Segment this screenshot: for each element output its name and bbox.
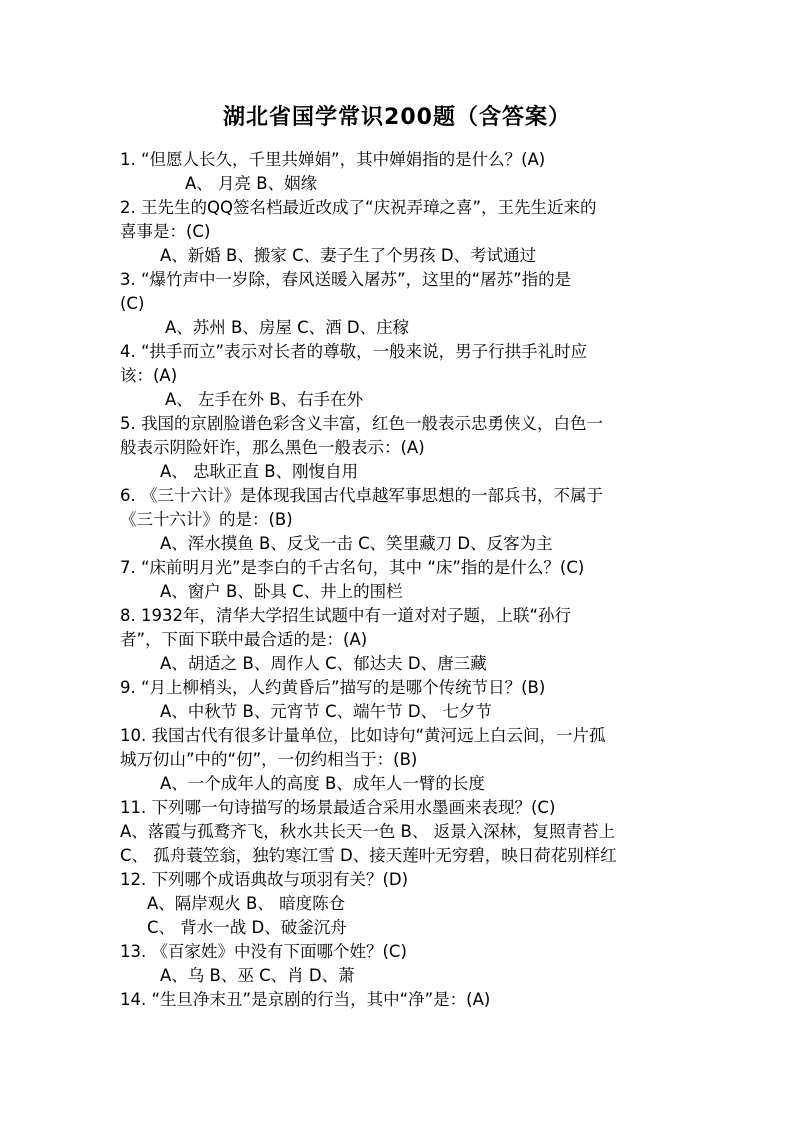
text-line: A、浑水摸鱼 B、反戈一击 C、笑里藏刀 D、反客为主 (160, 534, 553, 553)
text-line: A、落霞与孤鹜齐飞，秋水共长天一色 B、 返景入深林，复照青苔上 (120, 822, 616, 841)
text-line: C、 背水一战 D、破釜沉舟 (147, 918, 347, 937)
text-line: 喜事是：(C) (120, 222, 211, 241)
text-line: A、 月亮 B、姻缘 (185, 174, 318, 193)
text-line: 1. “但愿人长久，千里共婵娟”，其中婵娟指的是什么？(A) (120, 150, 546, 169)
text-line: 般表示阴险奸诈，那么黑色一般表示：(A) (120, 438, 425, 457)
text-line: A、乌 B、巫 C、肖 D、萧 (160, 966, 355, 985)
text-line: 5. 我国的京剧脸谱色彩含义丰富，红色一般表示忠勇侠义，白色一 (120, 414, 603, 433)
text-line: A、 忠耿正直 B、刚愎自用 (160, 462, 359, 481)
text-line: 13. 《百家姓》中没有下面哪个姓？(C) (120, 942, 407, 961)
text-line: A、苏州 B、房屋 C、酒 D、庄稼 (165, 318, 410, 337)
text-line: C、 孤舟蓑笠翁，独钓寒江雪 D、接天莲叶无穷碧，映日荷花别样红 (120, 846, 617, 865)
text-line: A、新婚 B、搬家 C、妻子生了个男孩 D、考试通过 (160, 246, 537, 265)
text-line: A、隔岸观火 B、 暗度陈仓 (147, 894, 346, 913)
text-line: 14. “生旦净末丑”是京剧的行当，其中“净”是：(A) (120, 990, 491, 1009)
text-line: 7. “床前明月光”是李白的千古名句，其中 “床”指的是什么？(C) (120, 558, 585, 577)
text-line: 10. 我国古代有很多计量单位，比如诗句“黄河远上白云间，一片孤 (120, 726, 606, 745)
text-line: (C) (120, 294, 145, 313)
text-line: 4. “拱手而立”表示对长者的尊敬，一般来说，男子行拱手礼时应 (120, 342, 588, 361)
text-line: 12. 下列哪个成语典故与项羽有关？(D) (120, 870, 409, 889)
text-line: A、一个成年人的高度 B、成年人一臂的长度 (160, 774, 485, 793)
text-line: A、中秋节 B、元宵节 C、端午节 D、 七夕节 (160, 702, 492, 721)
text-line: 8. 1932年，清华大学招生试题中有一道对对子题，上联“孙行 (120, 606, 572, 625)
text-line: 城万仞山”中的“仞”，一仞约相当于：(B) (120, 750, 418, 769)
text-line: 11. 下列哪一句诗描写的场景最适合采用水墨画来表现？(C) (120, 798, 556, 817)
text-line: 《三十六计》的是：(B) (120, 510, 293, 529)
text-line: A、胡适之 B、周作人 C、郁达夫 D、唐三藏 (160, 654, 487, 673)
text-line: 该：(A) (120, 366, 178, 385)
text-line: 6. 《三十六计》是体现我国古代卓越军事思想的一部兵书，不属于 (120, 486, 603, 505)
text-line: 2. 王先生的QQ签名档最近改成了“庆祝弄璋之喜”，王先生近来的 (120, 198, 597, 217)
text-line: 9. “月上柳梢头，人约黄昏后”描写的是哪个传统节日？(B) (120, 678, 546, 697)
text-line: A、 左手在外 B、右手在外 (165, 390, 364, 409)
document-title: 湖北省国学常识200题（含答案） (223, 105, 571, 130)
text-line: A、窗户 B、卧具 C、井上的围栏 (160, 582, 403, 601)
text-line: 3. “爆竹声中一岁除，春风送暖入屠苏”，这里的“屠苏”指的是 (120, 270, 572, 289)
text-line: 者”，下面下联中最合适的是：(A) (120, 630, 368, 649)
